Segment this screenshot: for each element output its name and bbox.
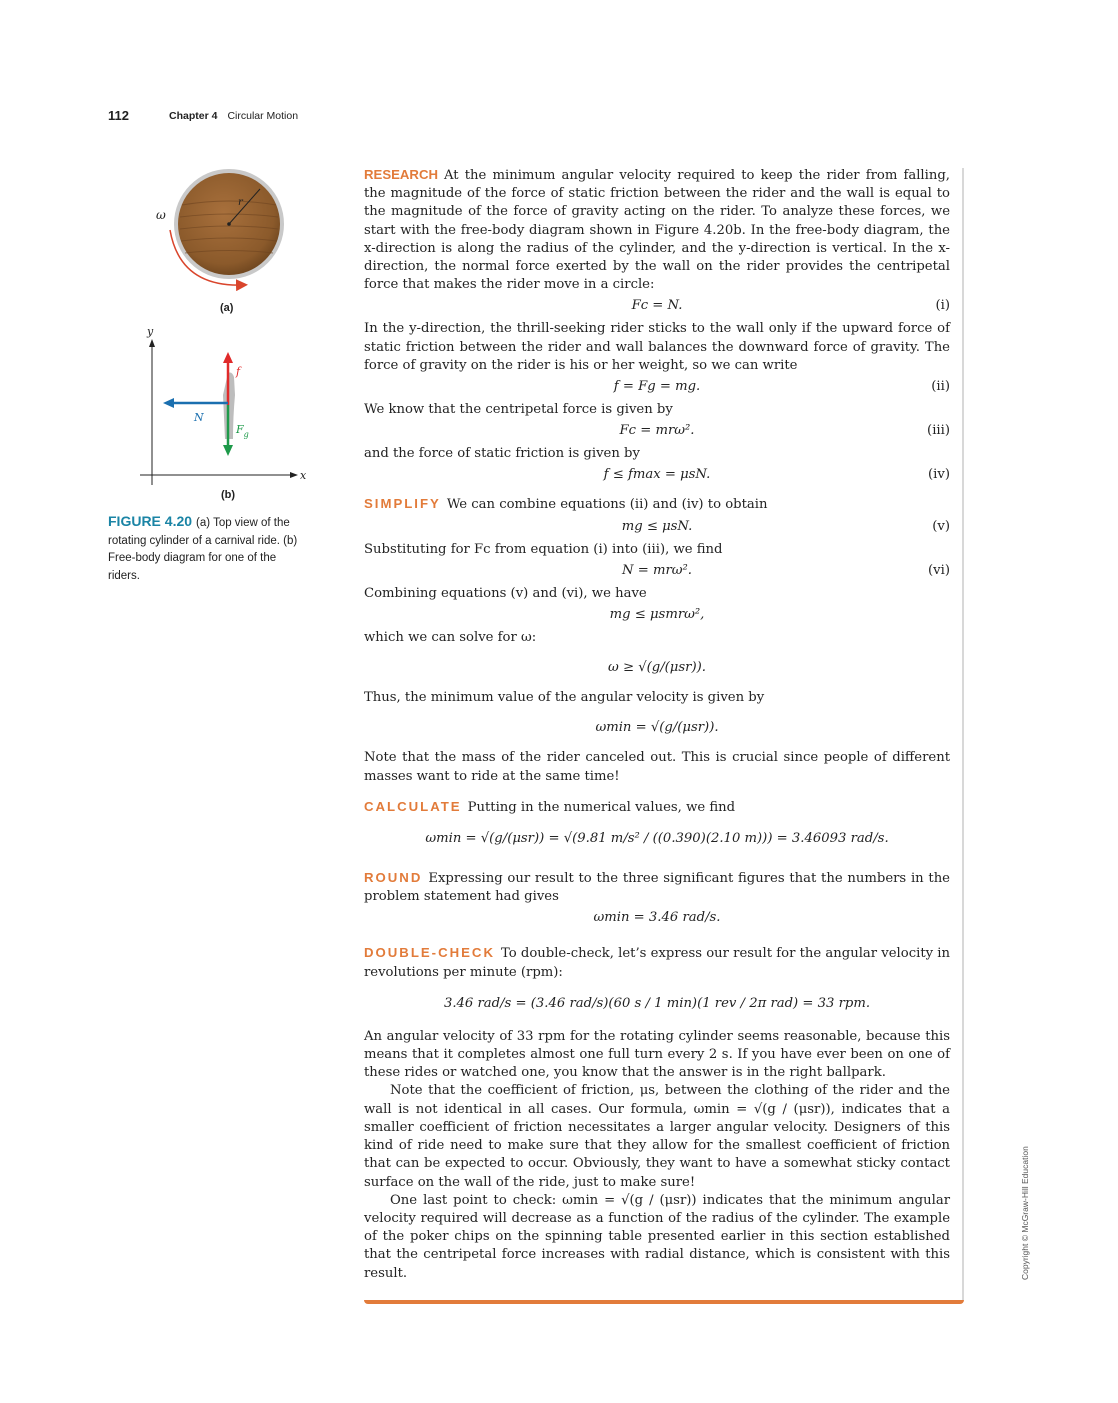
section-end-rule <box>364 1300 964 1304</box>
normal-label: N <box>194 411 204 424</box>
figure-caption <box>108 513 308 585</box>
equation-rpm: 3.46 rad/s = (3.46 rad/s)(60 s / 1 min)(1 rev / 2π rad) = 33 rpm. <box>443 995 871 1011</box>
double-check-para-4: One last point to check: ωmin = √(g / (μsr)) indicates that the minimum angular velocity required will decrease as a function of the radius of the cylinder. The example of the poker chips on the spinning table presented earlier in this section established that the centripetal force increases with radial distance, which is consistent with this result. <box>364 1192 950 1281</box>
calculate-heading: CALCULATE <box>364 798 462 814</box>
page-number: 112 <box>108 108 129 123</box>
simplify-para-5: Thus, the minimum value of the angular velocity is given by <box>364 690 765 706</box>
column-rule <box>962 168 964 1300</box>
figure-label: FIGURE 4.20 <box>108 513 193 529</box>
calculate-para-1: CALCULATE Putting in the numerical values, we find <box>364 798 736 815</box>
round-para-1: ROUND Expressing our result to the three significant figures that the numbers in the problem statement had gives <box>364 870 950 905</box>
chapter-title: Circular Motion <box>227 110 299 122</box>
panel-b <box>140 325 307 501</box>
double-check-para-3: Note that the coefficient of friction, μs, between the clothing of the rider and the wall is not identical in all cases. Our formula, ωmin = √(g / (μsr)), indicates that a smaller coefficient of friction necessitates a larger angular velocity. Designers of this kind of ride need to make sure that they allow for the smallest coefficient of friction that can be expected to occur. Obviously, they want to have a somewhat sticky contact surface on the wall of the ride, just to make sure! <box>364 1083 950 1190</box>
running-header <box>169 110 298 122</box>
double-check-heading: DOUBLE-CHECK <box>364 945 495 961</box>
panel-a <box>156 169 284 314</box>
simplify-para-4: which we can solve for ω: <box>364 630 537 646</box>
research-para-3: We know that the centripetal force is given by <box>364 402 673 418</box>
round-heading: ROUND <box>364 870 423 886</box>
radius-label: r <box>238 197 243 208</box>
double-check-para-1: DOUBLE-CHECK To double-check, let’s express our result for the angular velocity in revolutions per minute (rpm): <box>364 945 950 980</box>
research-heading: RESEARCH <box>364 167 439 182</box>
gravity-label: $F_g$ <box>236 423 249 439</box>
equation-numeric: ωmin = √(g/(μsr)) = √(9.81 m/s² / ((0.390)(2.10 m))) = 3.46093 rad/s. <box>425 831 889 847</box>
equation-iv: f ≤ fmax = μsN. (iv) <box>603 467 950 483</box>
double-check-para-2: An angular velocity of 33 rpm for the rotating cylinder seems reasonable, because this means that it completes almost one full turn every 2 s. If you have ever been on one of these rides or watched one, you know that the answer is in the right ballpark. <box>364 1028 950 1081</box>
simplify-para-1: SIMPLIFY We can combine equations (ii) and (iv) to obtain <box>364 496 768 513</box>
equation-omega-inequality: ω ≥ √(g/(μsr)). <box>608 660 706 676</box>
equation-combined: mg ≤ μsmrω², <box>609 607 705 623</box>
omega-label: ω <box>156 208 166 222</box>
research-para-1: RESEARCH At the minimum angular velocity required to keep the rider from falling, the magnitude of the force of static friction between the rider and the wall is equal to the magnitude of the force of gravity acting on the rider. To analyze these forces, we start with the free-body diagram shown in Figure 4.20b. In the free-body diagram, the x-direction is along the radius of the cylinder, and the y-direction is vertical. In the x-direction, the normal force exerted by the wall on the rider provides the centripetal force that makes the rider move in a circle: <box>364 167 950 293</box>
copyright-notice: Copyright © McGraw-Hill Education <box>1020 1146 1030 1280</box>
panel-a-label: (a) <box>220 302 234 314</box>
x-axis-label: x <box>300 469 307 482</box>
research-para-4: and the force of static friction is given by <box>364 446 640 462</box>
research-para-2: In the y-direction, the thrill-seeking rider sticks to the wall only if the upward force of static friction between the rider and wall balances the downward force of gravity. The force of gravity on the rider is his or her weight, so we can write <box>364 321 950 373</box>
chapter-label: Chapter 4 <box>169 110 218 122</box>
panel-b-label: (b) <box>221 489 236 501</box>
equation-omega-min: ωmin = √(g/(μsr)). <box>595 720 719 736</box>
equation-ii: f = Fg = mg. (ii) <box>613 379 950 395</box>
simplify-para-3: Combining equations (v) and (vi), we have <box>364 585 647 601</box>
y-axis-label: y <box>147 325 154 338</box>
simplify-heading: SIMPLIFY <box>364 496 441 512</box>
simplify-para-2: Substituting for Fc from equation (i) into (iii), we find <box>364 541 723 557</box>
worked-solution <box>364 166 950 1283</box>
equation-v: mg ≤ μsN. (v) <box>621 518 950 534</box>
equation-rounded: ωmin = 3.46 rad/s. <box>593 910 721 926</box>
equation-vi: N = mrω². (vi) <box>621 562 950 578</box>
simplify-para-6: Note that the mass of the rider canceled out. This is crucial since people of different masses want to ride at the same time! <box>364 750 950 784</box>
caption-text: (a) Top view of the rotating cylinder of a carnival ride. (b) Free-body diagram for one of the riders. <box>108 517 298 582</box>
equation-i: Fc = N. (i) <box>631 298 950 314</box>
equation-iii: Fc = mrω². (iii) <box>619 423 950 439</box>
figure-4-20 <box>100 155 320 510</box>
friction-label: f <box>236 365 241 378</box>
